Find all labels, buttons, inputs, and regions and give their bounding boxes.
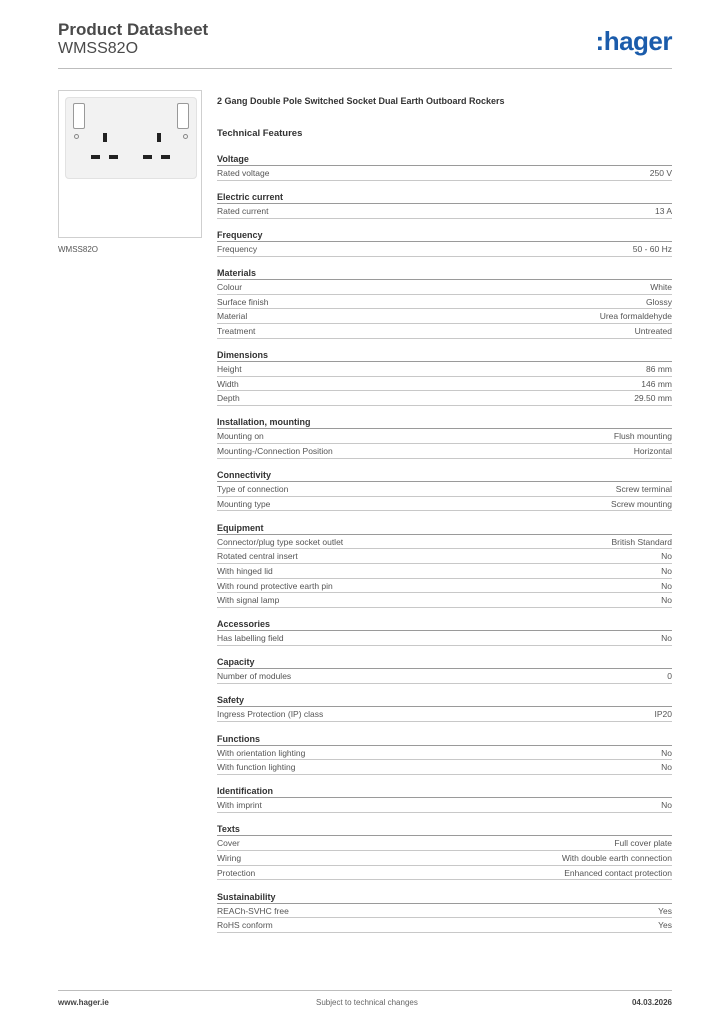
spec-row: [217, 377, 672, 392]
spec-label: Treatment: [217, 326, 256, 337]
section-title: Capacity: [217, 656, 672, 669]
section-title: Texts: [217, 823, 672, 836]
neutral-slot: [143, 155, 152, 159]
spec-section: [217, 229, 672, 257]
spec-label: Connector/plug type socket outlet: [217, 536, 344, 547]
spec-row: [217, 295, 672, 310]
section-title: Voltage: [217, 153, 672, 166]
spec-value: Yes: [658, 905, 672, 916]
spec-label: With signal lamp: [217, 595, 280, 606]
page-header: [58, 20, 672, 58]
spec-row: [217, 866, 672, 881]
spec-value: Full cover plate: [614, 838, 672, 849]
section-title: Identification: [217, 785, 672, 798]
spec-row: [217, 535, 672, 550]
spec-value: British Standard: [611, 536, 672, 547]
spec-section: [217, 733, 672, 775]
spec-value: Screw terminal: [615, 484, 672, 495]
spec-label: Surface finish: [217, 296, 269, 307]
spec-label: Depth: [217, 393, 240, 404]
spec-value: No: [661, 762, 672, 773]
spec-row: [217, 904, 672, 919]
left-rocker-switch: [73, 103, 85, 129]
spec-value: No: [661, 551, 672, 562]
spec-row: [217, 204, 672, 219]
spec-value: Horizontal: [633, 446, 672, 457]
image-caption: WMSS82O: [58, 245, 99, 254]
spec-section: [217, 891, 672, 933]
right-screw-icon: [183, 134, 188, 139]
spec-section: [217, 191, 672, 219]
spec-label: Mounting-/Connection Position: [217, 446, 333, 457]
spec-value: White: [650, 282, 672, 293]
spec-row: [217, 798, 672, 813]
spec-label: Has labelling field: [217, 633, 284, 644]
earth-slot: [103, 133, 107, 142]
website-link[interactable]: www.hager.ie: [58, 998, 109, 1007]
spec-row: [217, 166, 672, 181]
spec-value: 29.50 mm: [634, 393, 672, 404]
section-title: Frequency: [217, 229, 672, 242]
spec-value: 50 - 60 Hz: [632, 244, 672, 255]
spec-label: With round protective earth pin: [217, 580, 333, 591]
spec-row: [217, 362, 672, 377]
spec-row: [217, 309, 672, 324]
spec-value: 0: [667, 671, 672, 682]
live-slot: [161, 155, 170, 159]
section-title: Safety: [217, 694, 672, 707]
spec-label: Protection: [217, 867, 256, 878]
spec-row: [217, 429, 672, 444]
spec-value: Screw mounting: [611, 498, 672, 509]
spec-value: 86 mm: [646, 364, 672, 375]
spec-content: [217, 96, 672, 943]
spec-label: With function lighting: [217, 762, 296, 773]
spec-section: [217, 785, 672, 813]
spec-label: Width: [217, 378, 239, 389]
spec-value: 146 mm: [641, 378, 672, 389]
spec-value: IP20: [654, 709, 672, 720]
spec-value: 250 V: [649, 168, 672, 178]
spec-label: Frequency: [217, 244, 258, 255]
footer-notice: Subject to technical changes: [316, 998, 418, 1007]
section-title: Connectivity: [217, 469, 672, 482]
spec-label: Ingress Protection (IP) class: [217, 709, 324, 720]
spec-label: Type of connection: [217, 484, 289, 495]
spec-section: [217, 416, 672, 458]
spec-row: [217, 579, 672, 594]
spec-label: Material: [217, 311, 248, 322]
live-slot: [109, 155, 118, 159]
section-title: Sustainability: [217, 891, 672, 904]
header-divider: [58, 68, 672, 69]
spec-row: [217, 549, 672, 564]
spec-label: Height: [217, 364, 242, 375]
right-rocker-switch: [177, 103, 189, 129]
section-title: Equipment: [217, 522, 672, 535]
spec-value: No: [661, 595, 672, 606]
section-title: Materials: [217, 267, 672, 280]
spec-label: Rated voltage: [217, 168, 270, 178]
spec-row: [217, 280, 672, 295]
spec-value: Enhanced contact protection: [564, 867, 672, 878]
spec-section: [217, 267, 672, 338]
socket-illustration: [65, 97, 197, 179]
neutral-slot: [91, 155, 100, 159]
spec-value: Glossy: [646, 296, 672, 307]
spec-label: Colour: [217, 282, 243, 293]
spec-value: No: [661, 800, 672, 811]
spec-row: [217, 497, 672, 512]
spec-value: No: [661, 566, 672, 576]
spec-sections: [217, 153, 672, 933]
spec-label: Rotated central insert: [217, 551, 298, 562]
spec-label: Number of modules: [217, 671, 292, 682]
earth-slot: [157, 133, 161, 142]
spec-row: [217, 593, 672, 608]
product-code: WMSS82O: [58, 40, 139, 57]
spec-value: No: [661, 747, 672, 758]
footer-date: 04.03.2026: [631, 998, 672, 1007]
spec-value: 13 A: [654, 206, 672, 217]
page-title: Product Datasheet: [58, 20, 209, 39]
spec-label: Cover: [217, 838, 240, 849]
spec-row: [217, 391, 672, 406]
spec-row: [217, 851, 672, 866]
spec-row: [217, 564, 672, 579]
spec-section: [217, 522, 672, 608]
spec-row: [217, 669, 672, 684]
section-title: Accessories: [217, 618, 672, 631]
spec-section: [217, 469, 672, 511]
spec-value: Flush mounting: [613, 431, 672, 442]
left-screw-icon: [74, 134, 79, 139]
footer-divider: [58, 990, 672, 991]
spec-label: With orientation lighting: [217, 747, 306, 758]
spec-value: Yes: [658, 920, 672, 931]
technical-features-heading: Technical Features: [217, 128, 303, 139]
section-title: Installation, mounting: [217, 416, 672, 429]
spec-row: [217, 482, 672, 497]
spec-label: REACh-SVHC free: [217, 905, 289, 916]
spec-section: [217, 618, 672, 646]
spec-row: [217, 707, 672, 722]
spec-row: [217, 242, 672, 257]
section-title: Electric current: [217, 191, 672, 204]
spec-value: Untreated: [634, 326, 672, 337]
spec-value: No: [661, 633, 672, 644]
spec-label: RoHS conform: [217, 920, 273, 931]
hager-logo: :hager: [595, 26, 672, 56]
product-name: 2 Gang Double Pole Switched Socket Dual Earth Outboard Rockers: [217, 96, 505, 106]
spec-label: Wiring: [217, 852, 242, 863]
section-title: Dimensions: [217, 349, 672, 362]
spec-label: With hinged lid: [217, 566, 273, 576]
spec-row: [217, 836, 672, 851]
spec-label: Rated current: [217, 206, 269, 217]
spec-section: [217, 153, 672, 181]
spec-value: Urea formaldehyde: [599, 311, 672, 322]
product-image: [58, 90, 202, 238]
spec-section: [217, 694, 672, 722]
spec-row: [217, 760, 672, 775]
section-title: Functions: [217, 733, 672, 746]
spec-value: No: [661, 580, 672, 591]
spec-label: With imprint: [217, 800, 262, 811]
spec-row: [217, 631, 672, 646]
spec-label: Mounting type: [217, 498, 271, 509]
spec-section: [217, 823, 672, 880]
spec-section: [217, 656, 672, 684]
spec-row: [217, 444, 672, 459]
spec-section: [217, 349, 672, 406]
spec-row: [217, 918, 672, 933]
spec-label: Mounting on: [217, 431, 264, 442]
spec-row: [217, 746, 672, 761]
spec-value: With double earth connection: [561, 852, 672, 863]
spec-row: [217, 324, 672, 339]
